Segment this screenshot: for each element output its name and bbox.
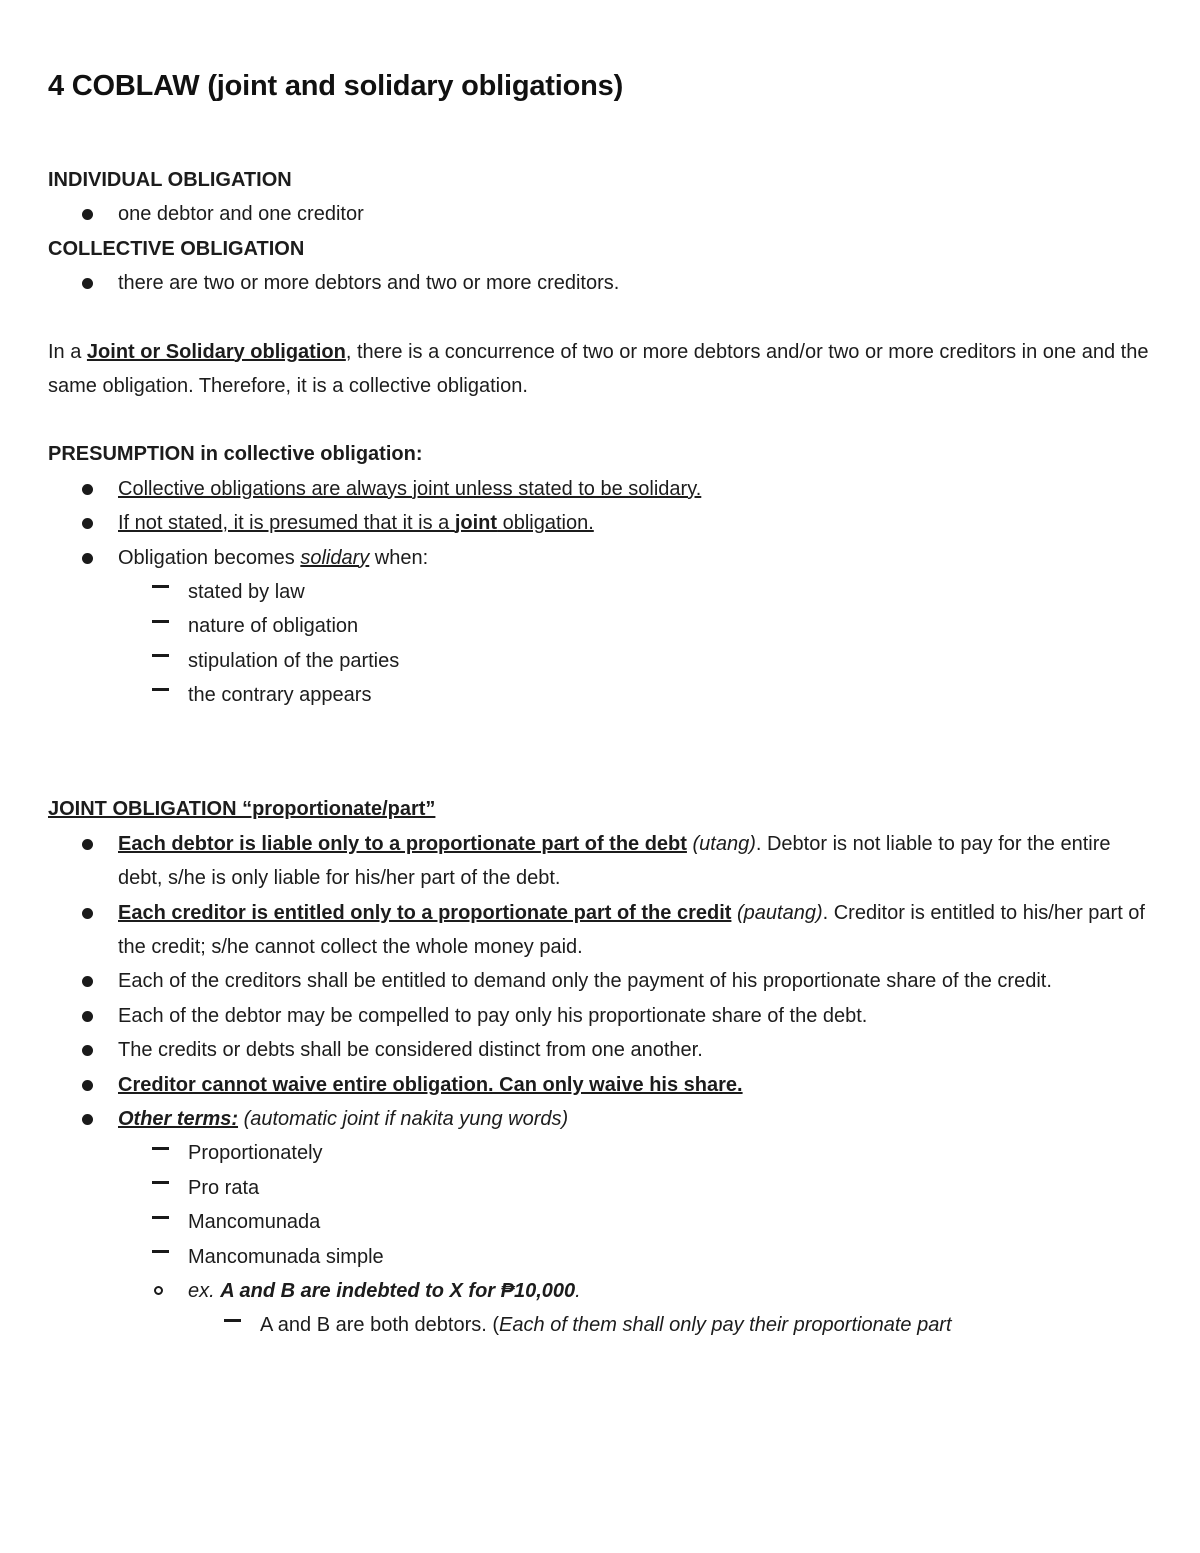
list-item xyxy=(82,506,1152,540)
dash-icon xyxy=(152,585,169,588)
list-item-label: Each of the debtor may be compelled to pay only his proportionate share of the debt. xyxy=(118,1004,868,1027)
list-item xyxy=(82,541,1152,713)
list-item xyxy=(152,1205,1152,1239)
dash-icon xyxy=(152,1250,169,1253)
list-item xyxy=(82,896,1152,965)
dash-icon xyxy=(152,1181,169,1184)
list-item-emphasis: Each creditor is entitled only to a proportionate part of the credit xyxy=(118,901,732,924)
list-item-label: there are two or more debtors and two or more creditors. xyxy=(118,272,620,295)
bullet-icon xyxy=(82,839,93,850)
list-item-label: . Creditor is entitled to his/her part of the credit; s/he cannot collect the whole money paid. xyxy=(118,901,1145,959)
presumption-list xyxy=(48,472,1152,713)
bullet-icon xyxy=(82,908,93,919)
list-item xyxy=(152,678,1152,712)
example-sub-plain: A and B are both debtors. ( xyxy=(260,1314,500,1337)
list-item xyxy=(82,1102,1152,1343)
list-item-label: nature of obligation xyxy=(188,615,359,638)
collective-obligation-heading: COLLECTIVE OBLIGATION xyxy=(48,237,305,260)
list-item-label: Mancomunada simple xyxy=(188,1245,384,1268)
example-suffix: . xyxy=(575,1279,581,1302)
bullet-icon xyxy=(82,1114,93,1125)
list-item xyxy=(152,1136,1152,1170)
list-item-label: Pro rata xyxy=(188,1176,260,1199)
example-prefix: ex. xyxy=(188,1279,221,1302)
list-item xyxy=(82,1068,1152,1102)
bullet-icon xyxy=(82,1011,93,1022)
list-item xyxy=(82,964,1152,998)
spacer xyxy=(48,712,1152,772)
list-item-italic: (pautang) xyxy=(736,901,823,924)
list-item-label: . Debtor is not liable to pay for the entire debt, s/he is only liable for his/her part of the debt. xyxy=(118,832,1111,890)
list-item-label: The credits or debts shall be considered distinct from one another. xyxy=(118,1039,703,1062)
bullet-icon xyxy=(82,1080,93,1091)
list-item-label-part1: Obligation becomes xyxy=(118,546,301,569)
other-terms-list xyxy=(118,1136,1152,1342)
list-item-label: Each of the creditors shall be entitled to demand only the payment of his proportionate share of the credit. xyxy=(118,970,1052,993)
list-item-label: the contrary appears xyxy=(188,684,372,707)
list-item xyxy=(152,1171,1152,1205)
example-item xyxy=(152,1274,1152,1343)
list-item-label-part1: If not stated, it is presumed that it is a xyxy=(118,512,455,535)
dash-icon xyxy=(152,654,169,657)
list-item xyxy=(152,644,1152,678)
list-item-italic: (utang) xyxy=(692,832,756,855)
example-statement: A and B are indebted to X for ₱10,000 xyxy=(220,1279,576,1302)
list-item xyxy=(82,827,1152,896)
list-item-label: one debtor and one creditor xyxy=(118,203,364,226)
list-item-emphasis: Each debtor is liable only to a proportionate part of the debt xyxy=(118,832,687,855)
list-item-label: Mancomunada xyxy=(188,1211,321,1234)
intro-paragraph xyxy=(48,335,1152,404)
list-item xyxy=(82,266,1152,300)
collective-obligation-list xyxy=(48,266,1152,300)
joint-obligation-list xyxy=(48,827,1152,1343)
dash-icon xyxy=(152,1216,169,1219)
example-sub-list xyxy=(188,1308,1152,1342)
dash-icon xyxy=(152,688,169,691)
list-item-label: stipulation of the parties xyxy=(188,649,400,672)
list-item xyxy=(224,1308,1152,1342)
list-item xyxy=(152,1240,1152,1274)
spacer xyxy=(48,772,1152,792)
intro-rest: , there is a concurrence of two or more debtors and/or two or more creditors in one and the same obligation. Therefore, it is a collective obligation. xyxy=(48,340,1149,397)
bullet-icon xyxy=(82,1045,93,1056)
solidary-conditions-list xyxy=(118,575,1152,713)
list-item-label: Collective obligations are always joint unless stated to be solidary. xyxy=(118,477,702,500)
bullet-icon xyxy=(82,278,93,289)
other-terms-label: Other terms: xyxy=(118,1107,239,1130)
list-item-label-emphasis: joint xyxy=(454,512,498,535)
bullet-icon xyxy=(82,553,93,564)
list-item-label-part2: obligation. xyxy=(497,512,594,535)
bullet-icon xyxy=(82,518,93,529)
list-item xyxy=(82,1033,1152,1067)
bullet-icon xyxy=(82,484,93,495)
list-item xyxy=(152,609,1152,643)
joint-obligation-heading: JOINT OBLIGATION “proportionate/part” xyxy=(48,798,436,821)
spacer xyxy=(48,403,1152,437)
other-terms-note: (automatic joint if nakita yung words) xyxy=(243,1107,569,1130)
list-item xyxy=(82,197,1152,231)
page-title: 4 COBLAW (joint and solidary obligations) xyxy=(48,70,624,102)
presumption-heading: PRESUMPTION in collective obligation: xyxy=(48,443,423,466)
list-item xyxy=(152,575,1152,609)
example-sub-italic: Each of them shall only pay their proportionate part xyxy=(499,1314,952,1337)
bullet-icon xyxy=(82,209,93,220)
individual-obligation-list xyxy=(48,197,1152,231)
individual-obligation-heading: INDIVIDUAL OBLIGATION xyxy=(48,169,292,191)
spacer xyxy=(48,301,1152,335)
list-item xyxy=(82,999,1152,1033)
list-item-label: stated by law xyxy=(188,580,305,603)
intro-lead: In a xyxy=(48,340,87,363)
list-item-label: Creditor cannot waive entire obligation. Can only waive his share. xyxy=(118,1073,743,1096)
list-item xyxy=(82,472,1152,506)
list-item-label-emphasis: solidary xyxy=(300,546,370,569)
dash-icon xyxy=(152,1147,169,1150)
list-item-label: Proportionately xyxy=(188,1142,323,1165)
list-item-label-part2: when: xyxy=(369,546,429,569)
dash-icon xyxy=(152,620,169,623)
dash-icon xyxy=(224,1319,241,1322)
hollow-bullet-icon xyxy=(154,1286,163,1295)
individual-obligation-section xyxy=(48,163,1152,1343)
intro-underlined-term: Joint or Solidary obligation xyxy=(86,340,346,363)
bullet-icon xyxy=(82,976,93,987)
